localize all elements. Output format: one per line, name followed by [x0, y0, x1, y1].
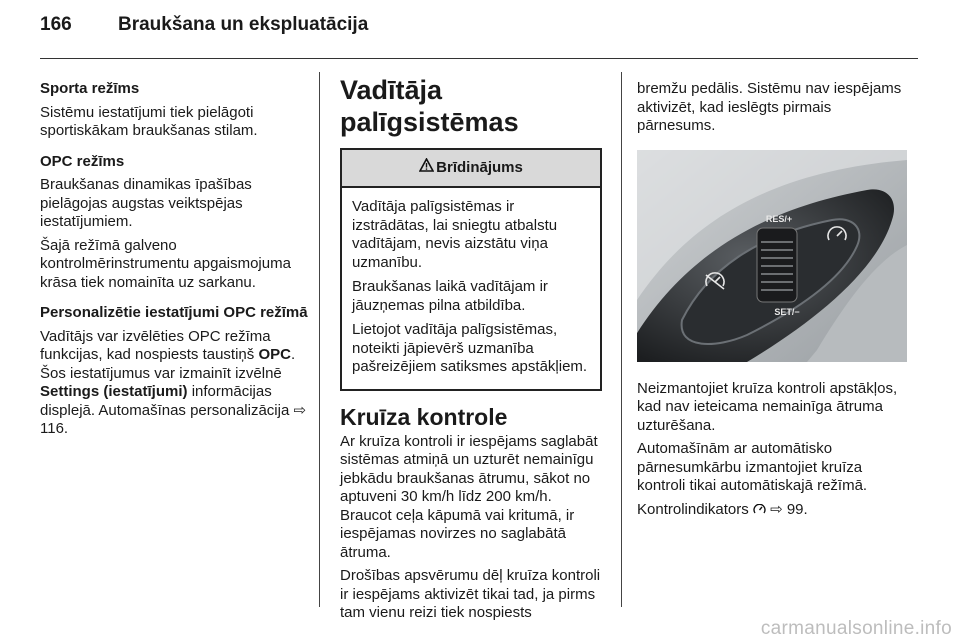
- paragraph: Automašīnām ar automātisko pārnesumkārbu izmantojiet kruīza kontroli tikai automātiskajā režīmā.: [637, 440, 868, 494]
- paragraph: bremžu pedālis. Sistēmu nav iespējams aktivizēt, kad ieslēgts pirmais pārnesums.: [637, 80, 902, 134]
- section-sport-mode: [40, 80, 308, 141]
- header-rule: [40, 58, 918, 59]
- paragraph: [637, 501, 909, 520]
- page-ref[interactable]: 116.: [40, 420, 69, 437]
- res-label: RES/+: [765, 213, 793, 224]
- cruise-control-switch-image: [637, 150, 907, 362]
- subsection-heading: Kruīza kontrole: [340, 403, 508, 430]
- cruise-indicator-icon: [753, 501, 766, 518]
- section-opc-mode: [40, 153, 308, 293]
- page-ref-arrow-icon: ⇨: [293, 401, 307, 419]
- paragraph: Neizmantojiet kruīza kontroli apstākļos, kad nav ieteicama nemainīga ātruma uzturēšana.: [637, 379, 898, 434]
- paragraph: Sistēmu iestatījumi tiek pielāgoti sportiskākam braukšanas stilam.: [40, 103, 258, 139]
- column-2: [340, 74, 602, 628]
- text-run: . Šos iestatījumus var izmainīt izvēlnē: [40, 346, 296, 382]
- column-3: [637, 80, 909, 524]
- settings-menu-label: Settings (iestatījumi): [40, 383, 188, 400]
- paragraph: Braukšanas dinamikas īpašības pielāgojas augstas veiktspējas iestatījumiem.: [40, 176, 252, 230]
- warning-box: [340, 148, 602, 391]
- paragraph: Braukšanas laikā vadītājam ir jāuzņemas pilna atbildība.: [352, 278, 548, 314]
- opc-button-label: OPC: [258, 346, 291, 363]
- page-ref-arrow-icon: ⇨: [770, 500, 787, 518]
- column-1: [40, 80, 308, 451]
- column-divider-2: [621, 72, 622, 607]
- section-title: OPC režīms: [40, 152, 125, 170]
- page-header: [40, 14, 368, 44]
- warning-body: [342, 188, 600, 389]
- watermark: carmanualsonline.info: [760, 618, 952, 639]
- paragraph: Vadītāja palīgsistēmas ir izstrādātas, lai sniegtu atbalstu vadītājam, nevis aizstātu viņa uzmanību.: [352, 198, 558, 271]
- paragraph: Lietojot vadītāja palīgsistēmas, noteikti jāpievērš uzmanība pašreizējiem satiksmes apstākļiem.: [352, 321, 588, 375]
- warning-label: Brīdinājums: [436, 158, 523, 176]
- section-opc-personalization: [40, 304, 308, 439]
- text-run: Kontrolindikators: [637, 500, 753, 518]
- column-divider-1: [319, 72, 320, 607]
- paragraph: Drošības apsvērumu dēļ kruīza kontroli ir iespējams aktivizēt tikai tad, ja pirms tam vienu reizi tiek nospiests: [340, 567, 601, 621]
- section-title: Personalizētie iestatījumi OPC režīmā: [40, 304, 308, 321]
- paragraph: Ar kruīza kontroli ir iespējams saglabāt sistēmas atmiņā un uzturēt nemainīgu jebkādu braukšanas ātrumu, sākot no aptuveni 30 km/h līdz 200 km/h. Braucot ceļa kāpumā vai kritumā, ir iespējamas novirzes no saglabātā ātruma.: [340, 432, 598, 561]
- text-run: Vadītājs var izvēlēties OPC režīma funkcijas, kad nospiests taustiņš: [40, 327, 271, 363]
- paragraph: [40, 328, 308, 439]
- warning-header: [342, 150, 600, 188]
- section-title: Sporta režīms: [40, 80, 140, 97]
- paragraph: Šajā režīmā galveno kontrolmērinstrumentu apgaismojuma krāsa tiek nomainīta uz sarkanu.: [40, 236, 291, 291]
- section-heading: Vadītāja palīgsistēmas: [340, 75, 519, 137]
- warning-triangle-icon: [419, 158, 434, 178]
- page-ref[interactable]: 99.: [786, 500, 808, 518]
- page-title: Braukšana un ekspluatācija: [118, 14, 369, 35]
- page-number: 166: [40, 14, 72, 35]
- text-run: informācijas displejā. Automašīnas personalizācija: [40, 383, 294, 419]
- set-label: SET/−: [774, 306, 800, 317]
